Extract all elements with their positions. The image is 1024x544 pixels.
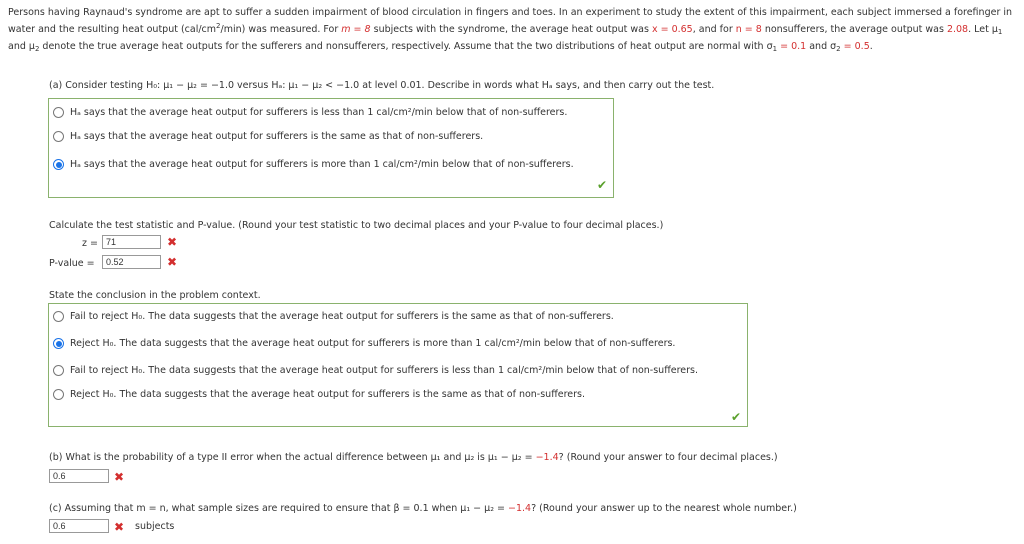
question-text: (b) What is the probability of a type II error when the actual difference between μ₁ and μ₂ is μ₁ − μ₂ = — [49, 452, 536, 463]
conclusion-option-2[interactable] — [53, 338, 675, 349]
p-value-input[interactable] — [102, 255, 161, 269]
incorrect-x-icon: ✖ — [167, 255, 178, 269]
sigma1-value: = 0.1 — [780, 41, 807, 53]
radio-button-selected[interactable] — [53, 159, 64, 170]
option-label: Fail to reject H₀. The data suggests that the average heat output for sufferers is the same as that of non-sufferers. — [70, 311, 614, 322]
incorrect-x-icon: ✖ — [114, 470, 125, 484]
problem-text: nonsufferers, the average output was — [761, 24, 947, 36]
question-text: ? (Round your answer to four decimal places.) — [558, 452, 778, 463]
problem-text: and σ — [806, 41, 837, 53]
part-a-question: (a) Consider testing H₀: μ₁ − μ₂ = −1.0 versus Hₐ: μ₁ − μ₂ < −1.0 at level 0.01. Describe in words what Hₐ says, and then carry out the test. — [49, 80, 715, 91]
radio-button-selected[interactable] — [53, 338, 64, 349]
z-label: z = — [82, 238, 98, 249]
m-value: m = 8 — [341, 24, 371, 36]
question-text: (c) Assuming that m = n, what sample sizes are required to ensure that β = 0.1 when μ₁ − μ₂ = — [49, 503, 509, 514]
sample-size-input[interactable] — [49, 519, 109, 533]
option-label: Hₐ says that the average heat output for sufferers is the same as that of non-sufferers. — [70, 131, 484, 142]
ha-option-3[interactable] — [53, 159, 574, 170]
incorrect-x-icon: ✖ — [167, 235, 178, 249]
radio-button[interactable] — [53, 131, 64, 142]
ybar-value: 2.08 — [946, 24, 969, 36]
problem-text: subjects with the syndrome, the average heat output was — [370, 24, 652, 36]
correct-check-icon: ✔ — [597, 178, 608, 192]
subjects-unit-label: subjects — [135, 521, 175, 532]
correct-check-icon: ✔ — [731, 410, 742, 424]
conclusion-option-3[interactable] — [53, 365, 698, 376]
conclusion-option-1[interactable] — [53, 311, 614, 322]
n-value: n = 8 — [735, 24, 762, 36]
problem-text: . — [869, 41, 873, 53]
ha-option-1[interactable] — [53, 107, 567, 118]
option-label: Fail to reject H₀. The data suggests that the average heat output for sufferers is less than 1 cal/cm²/min below that of non-sufferers. — [70, 365, 699, 376]
conclusion-options-box — [48, 303, 748, 427]
radio-button[interactable] — [53, 107, 64, 118]
ha-options-box — [48, 98, 614, 198]
conclusion-option-4[interactable] — [53, 389, 585, 400]
radio-button[interactable] — [53, 311, 64, 322]
xbar-value: x = 0.65 — [651, 24, 693, 36]
problem-text: Persons having Raynaud's syndrome are apt to suffer a sudden impairment of blood circulation in fingers and toes. In an experiment to study the extent of this impairment, each subject immersed a forefinger in water and the resulting heat output (cal/cm — [8, 7, 1013, 36]
conclusion-prompt: State the conclusion in the problem context. — [49, 290, 261, 301]
part-c-question — [49, 503, 797, 514]
problem-text: , and for — [692, 24, 736, 36]
sigma2-value: = 0.5 — [843, 41, 870, 53]
option-label: Reject H₀. The data suggests that the average heat output for sufferers is the same as that of non-sufferers. — [70, 389, 586, 400]
ha-option-2[interactable] — [53, 131, 483, 142]
z-input[interactable] — [102, 235, 161, 249]
incorrect-x-icon: ✖ — [114, 520, 125, 534]
radio-button[interactable] — [53, 389, 64, 400]
option-label: Hₐ says that the average heat output for sufferers is less than 1 cal/cm²/min below that of non-sufferers. — [70, 107, 568, 118]
problem-text: and μ — [8, 41, 35, 53]
part-b-question — [49, 452, 778, 463]
problem-statement: Persons having Raynaud's syndrome are apt to suffer a sudden impairment of blood circulation in fingers and toes. In an experiment to study the extent of this impairment, each subject immersed a forefinger in water and the resulting heat output $(cal/cm^2/\min)$ was measured. For m = 8 subjects with the syndrome, the average heat output was x = 0.65, and for n = 8 nonsufferers, the average output was 2.08. Let $\mu_1$ and $\mu_2$ denote the true average heat outputs for the sufferers and nonsufferers, respectively. Assume that the two distributions of heat output are normal with $\sigma_1 = 0.1$ and $\sigma_2 = 0.5$. — [8, 7, 1013, 54]
problem-text: . Let μ — [968, 24, 998, 36]
difference-value: −1.4 — [508, 503, 532, 514]
question-text: ? (Round your answer up to the nearest whole number.) — [531, 503, 797, 514]
difference-value: −1.4 — [535, 452, 559, 463]
option-label: Reject H₀. The data suggests that the average heat output for sufferers is more than 1 cal/cm²/min below that of non-sufferers. — [70, 338, 676, 349]
calc-prompt: Calculate the test statistic and P-value. (Round your test statistic to two decimal places and your P-value to four decimal places.) — [49, 220, 664, 231]
option-label: Hₐ says that the average heat output for sufferers is more than 1 cal/cm²/min below that of non-sufferers. — [70, 159, 574, 170]
type-ii-error-input[interactable] — [49, 469, 109, 483]
p-value-label: P-value = — [49, 258, 95, 269]
problem-text: /min) was measured. For — [220, 24, 342, 36]
problem-text: denote the true average heat outputs for the sufferers and nonsufferers, respectively. Assume that the two distributions of heat output are normal with σ — [39, 41, 773, 53]
radio-button[interactable] — [53, 365, 64, 376]
